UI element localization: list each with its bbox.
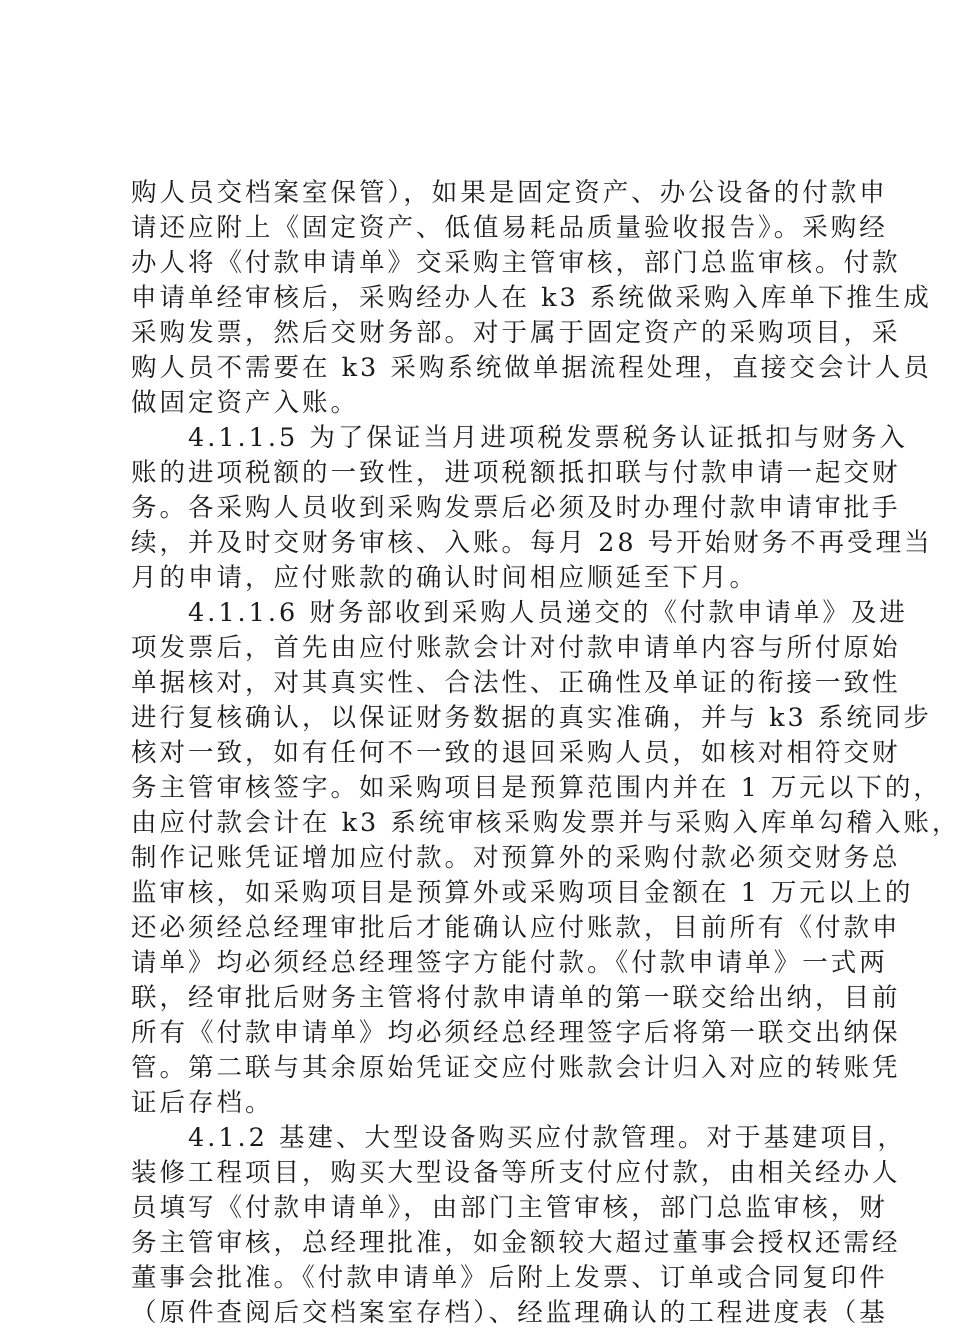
- text-line: 装修工程项目，购买大型设备等所支付应付款，由相关经办人: [131, 1158, 901, 1188]
- text-line: 员填写《付款申请单》，由部门主管审核，部门总监审核，财: [131, 1193, 888, 1223]
- text-line: 监审核，如采购项目是预算外或采购项目金额在 1 万元以上的: [131, 878, 914, 908]
- text-line: 务主管审核，总经理批准，如金额较大超过董事会授权还需经: [131, 1228, 901, 1258]
- text-line: 做固定资产入账。: [131, 388, 360, 418]
- text-line: 购人员交档案室保管），如果是固定资产、办公设备的付款申: [131, 178, 888, 208]
- text-line: 由应付款会计在 k3 系统审核采购发票并与采购入库单勾稽入账，: [131, 808, 960, 838]
- text-line: 项发票后，首先由应付账款会计对付款申请单内容与所付原始: [131, 633, 901, 663]
- document-body: [131, 176, 960, 1331]
- text-line: 账的进项税额的一致性，进项税额抵扣联与付款申请一起交财: [131, 458, 901, 488]
- text-line: 购人员不需要在 k3 采购系统做单据流程处理，直接交会计人员: [131, 353, 932, 383]
- text-line: （原件查阅后交档案室存档）、经监理确认的工程进度表（基: [131, 1298, 888, 1328]
- text-line: 月的申请，应付账款的确认时间相应顺延至下月。: [131, 563, 759, 593]
- text-line: 证后存档。: [131, 1088, 274, 1118]
- text-line: 请还应附上《固定资产、低值易耗品质量验收报告》。采购经: [131, 213, 888, 243]
- text-line: 管。第二联与其余原始凭证交应付账款会计归入对应的转账凭: [131, 1053, 901, 1083]
- text-line: 请单》均必须经总经理签字方能付款。《付款申请单》一式两: [131, 948, 888, 978]
- text-line: 联，经审批后财务主管将付款申请单的第一联交给出纳，目前: [131, 983, 901, 1013]
- text-line: 续，并及时交财务审核、入账。每月 28 号开始财务不再受理当: [131, 528, 933, 558]
- text-line: 制作记账凭证增加应付款。对预算外的采购付款必须交财务总: [131, 843, 901, 873]
- text-line: 进行复核确认，以保证财务数据的真实准确，并与 k3 系统同步: [131, 703, 932, 733]
- text-line: 4.1.1.5 为了保证当月进项税发票税务认证抵扣与财务入: [131, 423, 908, 453]
- text-line: 采购发票，然后交财务部。对于属于固定资产的采购项目，采: [131, 318, 901, 348]
- text-line: 董事会批准。《付款申请单》后附上发票、订单或合同复印件: [131, 1263, 888, 1293]
- text-line: 办人将《付款申请单》交采购主管审核，部门总监审核。付款: [131, 248, 901, 278]
- text-line: 单据核对，对其真实性、合法性、正确性及单证的衔接一致性: [131, 668, 901, 698]
- text-line: 所有《付款申请单》均必须经总经理签字后将第一联交出纳保: [131, 1018, 901, 1048]
- text-line: 4.1.2 基建、大型设备购买应付款管理。对于基建项目，: [131, 1123, 906, 1153]
- text-line: 4.1.1.6 财务部收到采购人员递交的《付款申请单》及进: [131, 598, 908, 628]
- text-line: 务主管审核签字。如采购项目是预算范围内并在 1 万元以下的，: [131, 773, 942, 803]
- text-line: 申请单经审核后，采购经办人在 k3 系统做采购入库单下推生成: [131, 283, 932, 313]
- text-line: 还必须经总经理审批后才能确认应付账款，目前所有《付款申: [131, 913, 901, 943]
- text-line: 核对一致，如有任何不一致的退回采购人员，如核对相符交财: [131, 738, 901, 768]
- text-line: 务。各采购人员收到采购发票后必须及时办理付款申请审批手: [131, 493, 901, 523]
